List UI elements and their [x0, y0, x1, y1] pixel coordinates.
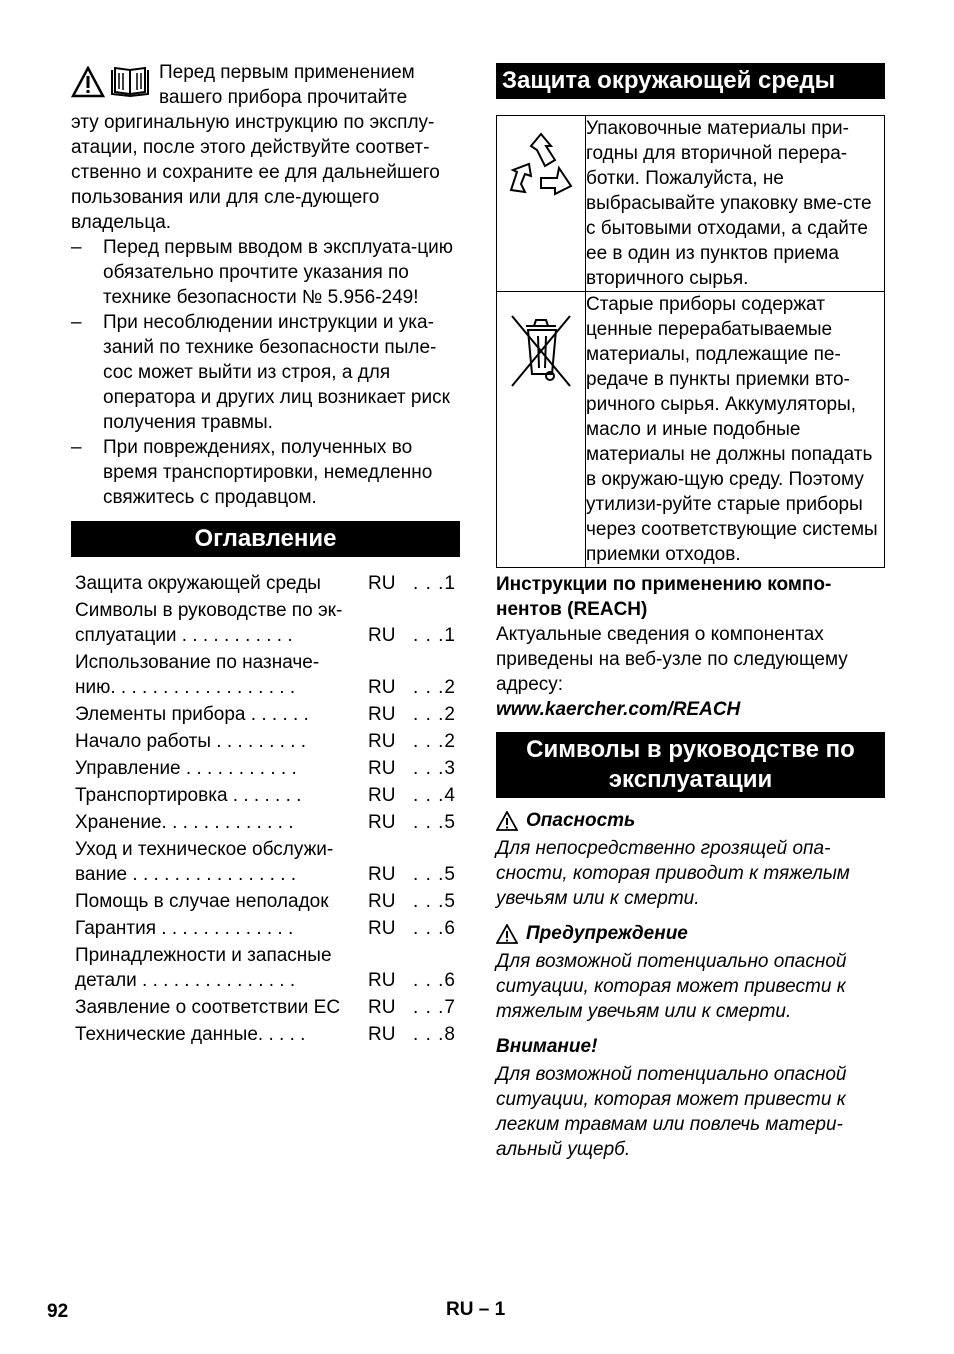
- warning-icon: [71, 66, 105, 98]
- section-page-number: RU – 1: [446, 1299, 506, 1320]
- toc-heading: Оглавление: [71, 521, 460, 557]
- toc-row[interactable]: Технические данные. . . . . RU . . .8: [75, 1024, 456, 1045]
- caution-label: Внимание!: [496, 1036, 598, 1057]
- toc-row[interactable]: Заявление о соответствии ЕС RU . . .7: [75, 997, 456, 1018]
- toc-row[interactable]: Транспортировка . . . . . . . RU . . .4: [75, 785, 456, 806]
- symbols-heading: Символы в руководстве по эксплуатации: [496, 732, 885, 798]
- toc-row[interactable]: Защита окружающей среды RU . . .1: [75, 573, 456, 594]
- env-text-old-devices: Старые приборы содержат ценные перерабатываемые материалы, подлежащие пе-редаче в пункты приемки вто-ричного сырья. Аккумуляторы, масло и иные подобные материалы не должны попадать в окружаю-щую среду. Поэтому утилизи-руйте старые приборы через соответствующие системы приемки отходов.: [586, 292, 885, 568]
- warning-icon: [496, 924, 518, 944]
- toc-row[interactable]: Использование по назначе- нию. . . . . . . . . . . . . . . . . . RU . . .2: [75, 652, 456, 698]
- crossed-bin-icon: [506, 308, 576, 390]
- environment-table: [496, 115, 885, 568]
- intro-header: [71, 60, 460, 110]
- toc-row[interactable]: Уход и техническое обслужи- вание . . . . . . . . . . . . . . . . RU . . .5: [75, 839, 456, 885]
- reach-link[interactable]: www.kaercher.com/REACH: [496, 699, 741, 720]
- list-item: – При несоблюдении инструкции и ука-заний по технике безопасности пыле-сос может выйти из строя, а для оператора и других лиц возникает риск получения травмы.: [71, 312, 450, 433]
- table-of-contents: [71, 571, 460, 1047]
- intro-first-lines: Перед первым применением вашего прибора прочитайте: [159, 62, 415, 108]
- list-item: – При повреждениях, полученных во время транспортировки, немедленно свяжитесь с продавцом.: [71, 437, 433, 508]
- toc-row[interactable]: Символы в руководстве по эк- сплуатации . . . . . . . . . . . RU . . .1: [75, 600, 456, 646]
- left-column: [71, 60, 460, 1049]
- warning-icon: [496, 811, 518, 831]
- reach-title: Инструкции по применению компо-нентов (REACH): [496, 574, 832, 620]
- danger-text: Для непосредственно грозящей опа-сности, которая приводит к тяжелым увечьям или к смерти.: [496, 838, 850, 909]
- environment-heading: Защита окружающей среды: [496, 63, 885, 99]
- toc-row[interactable]: Управление . . . . . . . . . . . RU . . .3: [75, 758, 456, 779]
- caution-text: Для возможной потенциально опасной ситуации, которая может привести к легким травмам или повлечь матери-альный ущерб.: [496, 1064, 847, 1160]
- danger-label: Опасность: [496, 808, 885, 833]
- intro-bullet-list: [71, 235, 460, 510]
- right-column: [496, 60, 885, 1162]
- toc-row[interactable]: Помощь в случае неполадок RU . . .5: [75, 891, 456, 912]
- page-number: 92: [47, 1301, 69, 1322]
- toc-row[interactable]: Принадлежности и запасные детали . . . . . . . . . . . . . . . RU . . .6: [75, 945, 456, 991]
- env-icon-cell: [497, 116, 586, 292]
- toc-row[interactable]: Элементы прибора . . . . . . RU . . .2: [75, 704, 456, 725]
- warning-label: Предупреждение: [496, 921, 885, 946]
- env-text-packaging: Упаковочные материалы при-годны для вторичной перера-ботки. Пожалуйста, не выбрасывайте упаковку вме-сте с бытовыми отходами, а сдайте ее в один из пунктов приема вторичного сырья.: [586, 116, 885, 292]
- table-row: [497, 116, 885, 292]
- manual-book-icon: [109, 66, 151, 98]
- toc-row[interactable]: Начало работы . . . . . . . . . RU . . .2: [75, 731, 456, 752]
- env-icon-cell: [497, 292, 586, 568]
- recycle-icon: [503, 128, 579, 208]
- reach-text: Актуальные сведения о компонентах приведены на веб-узле по следующему адресу:: [496, 624, 848, 695]
- toc-row[interactable]: Хранение. . . . . . . . . . . . . RU . . .5: [75, 812, 456, 833]
- table-row: [497, 292, 885, 568]
- warning-text: Для возможной потенциально опасной ситуации, которая может привести к тяжелым увечьям или к смерти.: [496, 951, 847, 1022]
- intro-icons: [71, 66, 151, 98]
- list-item: – Перед первым вводом в эксплуата-цию обязательно прочтите указания по технике безопасности № 5.956-249!: [71, 237, 453, 308]
- toc-row[interactable]: Гарантия . . . . . . . . . . . . . RU . . .6: [75, 918, 456, 939]
- intro-paragraph: эту оригинальную инструкцию по эксплу-атации, после этого действуйте соответ-ственно и сохраните ее для дальнейшего пользования или для сле-дующего владельца.: [71, 112, 440, 233]
